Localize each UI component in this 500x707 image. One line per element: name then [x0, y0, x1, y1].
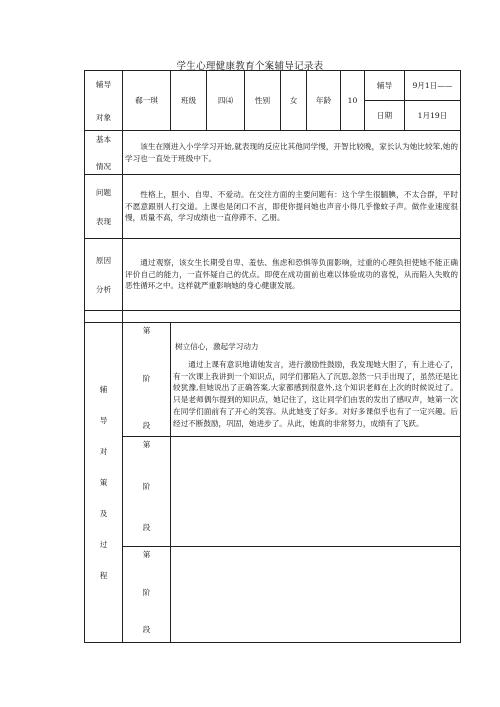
date-end: 1月19日 — [405, 101, 461, 131]
cause-cell — [123, 239, 461, 311]
stage1-heading: 树立信心，激起学习动力 — [175, 342, 259, 351]
problem-label-top: 问题 — [95, 187, 112, 197]
cause-label-top: 原因 — [95, 255, 112, 265]
class-label: 班级 — [171, 71, 207, 131]
problem-text: 性格上，胆小、自卑、不爱动。在交往方面的主要问题有：这个学生很腼腆，不太合群，平时不愿意跟别人打交道。上课也是闭口不言，即使你提问她也声音小得几乎像蚊子声。做作业速度很慢，质量不高，学习成绩也一直停滞不、乙朋。 — [125, 189, 458, 223]
spacer-left — [85, 311, 123, 323]
subject-label-top: 辅导 — [95, 79, 112, 89]
process-char-5: 及 — [99, 509, 108, 518]
basic-label-bottom: 情况 — [95, 161, 112, 171]
basic-situation-cell — [123, 131, 461, 175]
age-label: 年龄 — [307, 71, 341, 131]
stage1-char-di: 第 — [142, 326, 151, 335]
date-label-top: 辅导 — [365, 71, 405, 101]
date-start: 9月1日—— — [405, 71, 461, 101]
basic-label-top: 基本 — [95, 134, 112, 144]
process-char-3: 对 — [99, 447, 108, 456]
process-char-7: 程 — [99, 571, 108, 580]
stage3-char-duan: 段 — [142, 625, 151, 634]
stage1-char-duan: 段 — [142, 421, 151, 430]
stage2-char-duan: 段 — [142, 523, 151, 532]
stage1-char-jie: 阶 — [142, 373, 151, 383]
stage3-content-cell — [171, 547, 461, 643]
subject-label-bottom: 对象 — [95, 112, 112, 122]
stage1-text: 通过上课有意识地请她发言，进行激励性鼓励，我发现她大胆了，有上进心了，有一次课上我讲到一个知识点，同学们都陷入了沉思,忽然一只手出现了，虽然还是比较犹豫,但她说出了正确答案,大家都感到很意外,这个知识老师在上次的时候说过了。只是老师偶尔提到的知识点，她记住了，这让同学们由衷的发出了感叹声，她第一次在同学们面前有了开心的笑容。从此她变了好多。对好多课似乎也有了一定兴趣。后经过不断鼓励，巩固，她进步了。从此，她真的非常努力，成绩有了飞跃。 — [173, 359, 458, 428]
date-label-bottom: 日期 — [365, 101, 405, 131]
class-value: 四⑷ — [207, 71, 245, 131]
cause-label-cell — [85, 239, 123, 311]
age-value: 10 — [341, 71, 365, 131]
stage2-char-di: 第 — [142, 440, 151, 449]
counseling-record-table — [84, 70, 461, 643]
stage2-content-cell — [171, 437, 461, 547]
gender-label: 性别 — [245, 71, 281, 131]
process-char-2: 导 — [99, 416, 108, 425]
student-name: 郗一琪 — [123, 71, 171, 131]
stage3-char-di: 第 — [142, 550, 151, 559]
stage2-label-cell — [123, 437, 171, 547]
stage1-label-cell — [123, 323, 171, 437]
stage2-char-jie: 阶 — [142, 481, 151, 491]
process-char-4: 策 — [99, 478, 108, 487]
gender-value: 女 — [281, 71, 307, 131]
basic-situation-text: 该生在刚进入小学学习开始,就表现的反应比其他同学慢，开智比较晚，家长认为她比较笨,她的学习也一直处于班级中下。 — [125, 141, 458, 163]
stage1-content-cell — [171, 323, 461, 437]
cause-label-bottom: 分析 — [95, 284, 112, 294]
process-char-1: 辅 — [99, 385, 108, 394]
cause-text: 通过观察，该女生长期受自卑、羞怯、焦虑和恐惧等负面影响，过重的心理负担使她不能正确评价自己的能力，一直怀疑自己的优点。即使在成功面前也难以体验成功的喜悦，从而陷入失败的恶性循环之中。这样就严重影响她的身心健康发展。 — [125, 257, 458, 291]
basic-label-cell — [85, 131, 123, 175]
problem-label-cell — [85, 175, 123, 239]
process-label-cell — [85, 323, 123, 643]
stage3-label-cell — [123, 547, 171, 643]
problem-cell — [123, 175, 461, 239]
subject-label-cell — [85, 71, 123, 131]
stage3-char-jie: 阶 — [142, 587, 151, 597]
form-title: 学生心理健康教育个案辅导记录表 — [176, 61, 324, 72]
process-char-6: 过 — [99, 540, 108, 549]
spacer-right — [123, 311, 461, 323]
problem-label-bottom: 表现 — [95, 216, 112, 226]
